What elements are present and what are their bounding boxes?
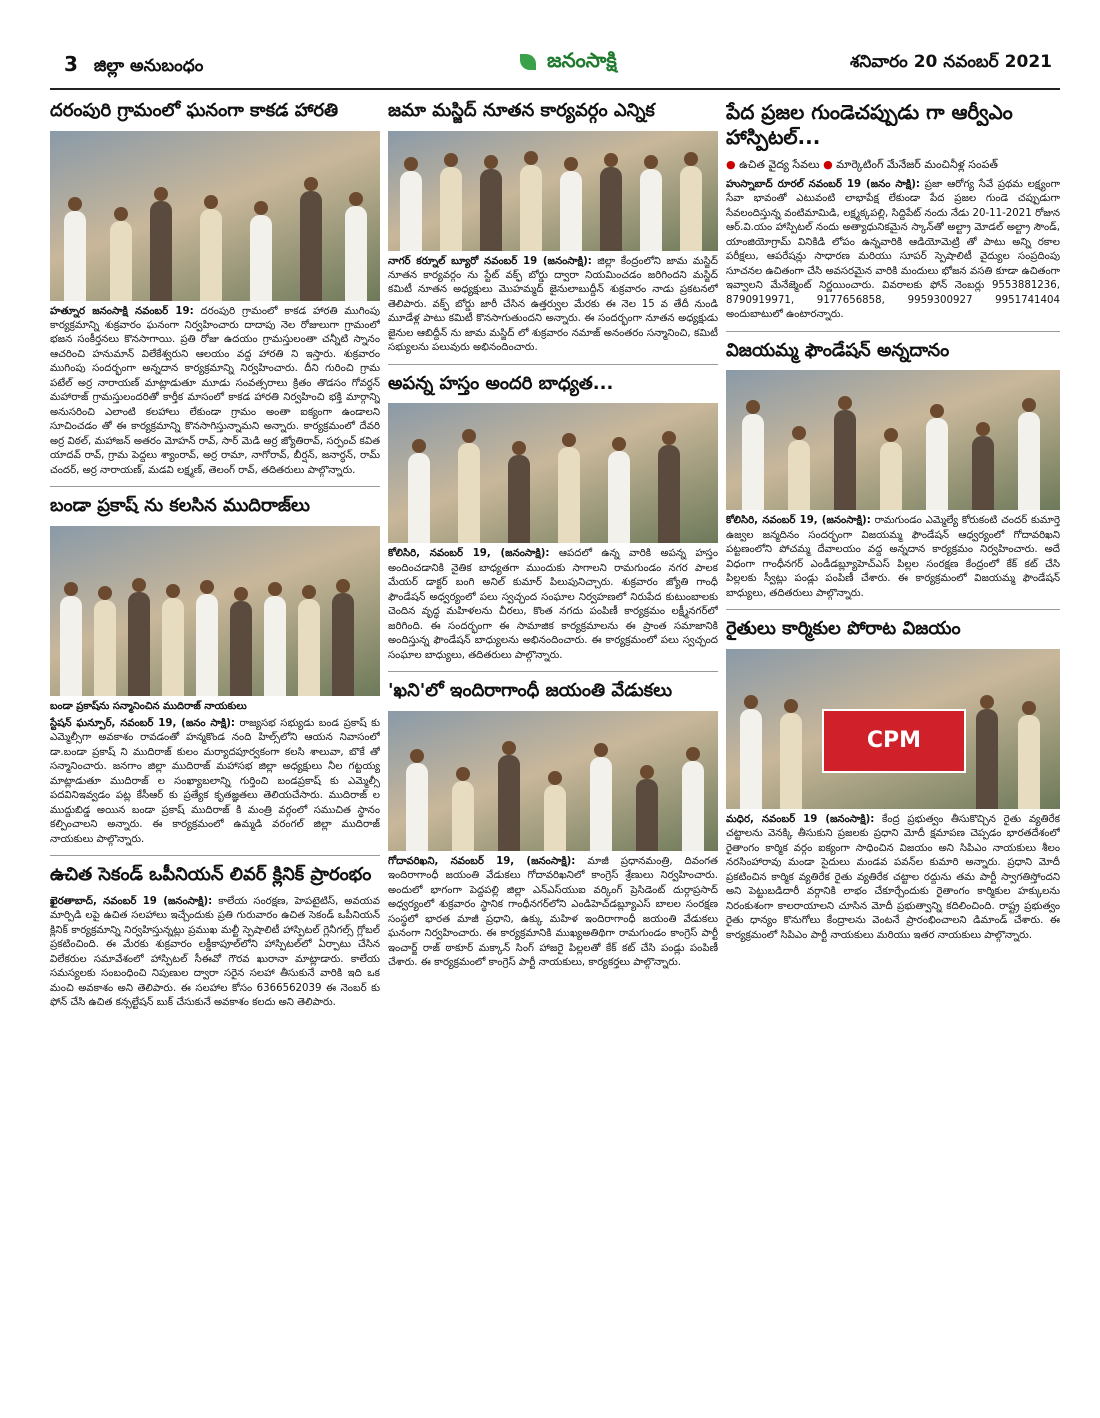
divider [726, 609, 1060, 610]
masthead-left [64, 52, 203, 80]
divider [726, 331, 1060, 332]
article-body [388, 547, 718, 663]
article-body [726, 514, 1060, 601]
article-text: జిల్లా కేంద్రంలోని జామ మస్జిద్ నూతన కార్యవర్గం ను స్టేట్ వక్ఫ్ బోర్డు ద్వారా నియమించడం జరిగిందని మస్జిద్ కమిటీ నూతన అధ్యక్షులు మొహమ్మద్ జైనులాబుద్దీన్ శుక్రవారం నాడు ప్రకటనలో తెలిపారు. వక్ఫ్ బోర్డు జారీ చేసిన ఉత్తర్వుల మేరకు ఈ నెల 15 వ తేదీ నుండి మూడేళ్ల పాటు కమిటీ కొనసాగుతుందని అన్నారు. ఈ సందర్భంగా నూతన అధ్యక్షుడు జైనుల ఆబిద్దీన్ ను జామ మస్జిద్ లో శుక్రవారం నమాజ్ అనంతరం సన్మానించి, కమిటీ సభ్యులను పలువురు అభినందించారు. [388, 255, 718, 354]
headline-vijayamma-foundation: విజయమ్మ ఫౌండేషన్ అన్నదానం [726, 339, 950, 361]
article-text: కాలేయ సంరక్షణ, హెపటైటిస్, అవయవ మార్పిడి లపై ఉచిత సలహాలు ఇచ్చేందుకు ప్రతి గురువారం ఉచిత సెకండ్ ఒపీనియన్ క్లినిక్ కార్యక్రమాన్ని నిర్వహిస్తున్నట్లు ప్రముఖ మల్టీ స్పెషాలిటీ హాస్పిటల్ గ్లెనీగల్స్ గ్లోబల్ ప్రకటించింది. ఈ మేరకు శుక్రవారం లక్డీకాపూల్‌లోని హాస్పిటల్‌లో ఏర్పాటు చేసిన విలేకరుల సమావేశంలో హాస్పిటల్ సీఈవో గౌరవ ఖురానా మాట్లాడారు. కాలేయ సమస్యలకు సంబంధించి నిపుణుల ద్వారా సరైన సలహా తీసుకునే వారికి ఇది ఒక మంచి అవకాశం అని తెలిపారు. ఈ సలహాల కోసం 6366562039 ఈ నెంబర్ కు ఫోన్ చేసి ఉచిత కన్సల్టేషన్ బుక్ చేసుకునే అవకాశం కలదు అని తెలిపారు. [50, 895, 380, 1009]
article-text: కేంద్ర ప్రభుత్వం తీసుకొచ్చిన రైతు వ్యతిరేక చట్టాలను వెనక్కి తీసుకుని ప్రజలకు ప్రధాని మోదీ క్షమాపణ చెప్పడం భారతదేశంలో రైతాంగం కార్మిక వర్గం ఐక్యంగా సాధించిన విజయం అని సిపిఎం నాయకులు శీలం నరసింహారావు మండా సైదులు మండవ పవన్‌ల కుమారి అన్నారు. ప్రధాని మోదీ ప్రకటించిన కార్మిక వ్యతిరేక రైతు వ్యతిరేక చట్టాల రద్దును తమ పార్టీ స్వాగతిస్తోందని అని పెట్టుబడిదారీ వర్గానికి లాభం చేకూర్చేందుకు రైతాంగం కార్మికుల హక్కులను నిరంకుశంగా కాలరాయాలని చూసిన మోదీ ప్రభుత్వాన్ని కదిలించింది. రాష్ట్ర ప్రభుత్వం రైతు ధాన్యం కొనుగోలు కేంద్రాలను వెంటనే ప్రారంభించాలని డిమాండ్ చేశారు. ఈ కార్యక్రమంలో సిపిఎం పార్టీ నాయకులు మరియు ఇతర నాయకులు పాల్గొన్నారు. [726, 813, 1060, 941]
dateline: హత్నూర జనంసాక్షి నవంబర్ 19: [50, 305, 194, 317]
article-text: ఆపదలో ఉన్న వారికి అపన్న హస్తం అందించడానికి నైతిక బాధ్యతగా ముందుకు సాగాలని రామగుండం నగర పాలక మేయర్ డాక్టర్ బంగి అనిల్ కుమార్ పిలుపునిచ్చారు. శుక్రవారం జ్యోతి గాంధీ ఫౌండేషన్ అధ్వర్యంలో పలు స్వచ్ఛంద సంఘాల నిర్వహణలో నిరుపేద కుటుంబాలకు చెందిన వృద్ధ మహిళలను చీరలు, కొంత నగదు పంపిణీ కార్యక్రమం లక్ష్మీనగర్‌లో జరిగింది. ఈ సందర్భంగా ఈ సామాజిక కార్యక్రమాలను ఈ ప్రాంత సమాజానికి అందిస్తున్న ఫౌండేషన్ బాధ్యులను అభినందించారు. ఈ కార్యక్రమంలో పలు స్వచ్ఛంద సంఘాల బాధ్యులు, తదితరులు పాల్గొన్నారు. [388, 548, 718, 661]
headline-kakada-harathi: దరంపురి గ్రామంలో ఘనంగా కాకడ హారతి [50, 100, 339, 121]
subheadline [726, 158, 1060, 174]
column-2 [388, 96, 718, 1406]
headline-rvm-hospital: పేద ప్రజల గుండెచప్పుడు గా ఆర్వీఎం హాస్పిటల్... [726, 100, 1013, 149]
photo-annadanam [726, 370, 1060, 510]
article-text: మాజీ ప్రధానమంత్రి, దివంగత ఇందిరాగాంధీ జయంతి వేడుకలు గోదావరిఖనిలో కాంగ్రెస్ శ్రేణులు నిర్వహించారు. అందులో భాగంగా పెద్దపల్లి జిల్లా ఎన్ఎస్‌యుఐ వర్కింగ్ ప్రెసిడెంట్ దుర్గాప్రసాద్ అధ్వర్యంలో శుక్రవారం స్థానిక గాంధీనగర్‌లోని ఎండిహెచ్‌డబ్ల్యూఎస్ బాలల సంరక్షణ సంస్థలో భారత మాజీ ప్రధాని, ఉక్కు మహిళ ఇందిరాగాంధీ జయంతి వేడుకలు ఘనంగా నిర్వహించారు. ఈ కార్యక్రమానికి ముఖ్యఅతిథిగా రామగుండం కాంగ్రెస్ పార్టీ ఇంచార్జ్ రాజ్ ఠాకూర్ మక్కాన్ సింగ్ హాజరై పిల్లలతో కేక్ కట్ చేసి పండ్లు పంపిణీ చేశారు. ఈ కార్యక్రమంలో కాంగ్రెస్ పార్టీ నాయకులు, కార్యకర్తలు పాల్గొన్నారు. [388, 855, 718, 969]
brand-name: జనంసాక్షి [546, 48, 617, 72]
bullet-icon: ● [726, 158, 736, 171]
article-body [726, 813, 1060, 943]
photo-masjid-committee [388, 131, 718, 251]
column-3 [726, 96, 1060, 1406]
photo-saree-distribution [388, 403, 718, 543]
headline-apanna-hastham: అపన్న హస్తం అందరి బాధ్యత... [388, 372, 614, 394]
masthead [50, 44, 1060, 90]
dateline: మధిర, నవంబర్ 19 (జనంసాక్షి): [726, 813, 875, 825]
article-body [50, 717, 380, 847]
dateline: కోలిసిరి, నవంబర్ 19, (జనంసాక్షి): [388, 548, 550, 560]
bullet-icon: ● [823, 158, 833, 171]
subheadline-1: ఉచిత వైద్య సేవలు [739, 158, 820, 171]
article-body [50, 305, 380, 479]
photo-mudiraj-leaders [50, 526, 380, 696]
article-text: దరంపురి గ్రామంలో కాకడ హారతి ముగింపు కార్యక్రమాన్ని శుక్రవారం ఘనంగా నిర్వహించారు దాదాపు నెల రోజులుగా గ్రామంలో భజన సంకీర్తనలు కొనసాగాయి. ప్రతి రోజు ఉదయం గ్రామస్తులంతా చన్నీటి స్నానం ఆచరించి హనుమాన్ విలేకేశ్వరుని ఆలయం వద్ద హారతి ని ఇస్తారు. శుక్రవారం ముగింపు సందర్భంగా అన్నదాన కార్యక్రమాన్ని నిర్వహించారు. దీని గురించి గ్రామ పటేల్ అర్ర నారాయణ్ మాట్లాడుతూ మూడు సంవత్సరాలు క్రితం తొడసం గోవర్ధన్ మహారాజ్ గ్రామస్తులందరితో కార్తీక మాసంలో కాకడ హారతి నిర్వహించి భక్తి మార్గాన్ని అనుసరించి ఎలాంటి కలహాలు లేకుండా గ్రామం అంతా ఐక్యంగా ఉండాలని సూచించడం తో ఈ కార్యక్రమాన్ని కొనసాగిస్తున్నామని అన్నారు. కార్యక్రమంలో దేవరి అర్ర విఠల్, మహాజన్ అతరం మోహన్ రావ్, సార్ మెడి అర్ర జ్యోతిరావ్, సర్పంచ్ కవిత యాదవ్ రావ్, గ్రామ పెద్దలు శ్యాంరావ్, అర్ర రామా, నాగోరావ్, బీర్షన్, జనార్ధన్, రామ్ చందర్, అర్ర నారాయణ్, మడవి లక్ష్మణ్, తెలంగ్ రావ్, తదితరులు పాల్గొన్నారు. [50, 305, 380, 476]
photo-caption: బండా ప్రకాష్‌ను సన్మానించిన ముదిరాజ్ నాయకులు [50, 700, 247, 712]
article-text: ప్రజా ఆరోగ్య సేవే ప్రథమ లక్ష్యంగా సేవా భావంతో ఎటువంటి లాభాపేక్ష లేకుండా పేద ప్రజల గుండె చప్పుడుగా సేవలందిస్తున్న వంటిమామిడి, లక్ష్మక్కపల్లి, సిద్దిపేట్ నందు నేడు 20-11-2021 రోజున ఆర్.వి.యం హాస్పిటల్ నందు అత్యాధునికమైన స్కాన్‌తో అల్ట్రా మోడల్ అల్ట్రా సౌండ్, యాంజియోగ్రామ్ వినికిడి లోపం ఉన్నవారికి ఆడియోమెట్రి తో పాటు అన్ని రకాల పరీక్షలు, ఆపరేషన్లు సాధారణ మరియు సూపర్ స్పెషాలిటీ వైద్యుల సంప్రదింపు సూచనల ఉచితంగా చేసి అవసరమైన వారికి మందులు భోజన వసతి కూడా ఉచితంగా ఇవ్వాలని మేనేజ్మెంట్ నిర్ణయించారు. వివరాలకు ఫోన్ నెంబర్లు 9553881236, 8790919971, 9177656858, 9959300927 9951741404 అందుబాటులో ఉంటారన్నారు. [726, 179, 1060, 321]
article-body [726, 178, 1060, 323]
article-text: రాజ్యసభ సభ్యుడు బండ ప్రకాష్ కు ఎమ్మెల్సీగా అవకాశం రావడంతో హన్మకొండ నంది హిల్స్‌లోని ఆయన నివాసంలో డా.బండా ప్రకాష్ ని ముదిరాజ్ కులం మర్యాదపూర్వకంగా కలసి శాలువా, బొకే తో సన్మానించారు. జనగాం జిల్లా ముదిరాజ్ మహాసభ జిల్లా అధ్యక్షులు నీల గట్టయ్య మాట్లాడుతూ ముదిరాజ్ ల సంఖ్యాబలాన్ని గుర్తించి బండప్రకాష్ కు ఎమ్మెల్సీ పదవినిఇవ్వడం పట్ల కేసీఆర్ కు ప్రత్యేక కృతజ్ఞతలు తెలియచేసారు. ముదిరాజ్ ల ముద్దుబిడ్డ అయిన బండా ప్రకాష్ ముదిరాజ్ కి మంత్రి వర్గంలో సముచిత స్థానం కల్పించాలని అన్నారు. ఈ కార్యక్రమంలో ఉమ్మడి వరంగల్ జిల్లా ముదిరాజ్ నాయకులు పాల్గొన్నారు. [50, 717, 380, 845]
dateline: హుస్నాబాద్ రూరల్ నవంబర్ 19 (జనం సాక్షి): [726, 179, 920, 190]
divider [388, 364, 718, 365]
headline-indira-jayanthi: 'ఖని'లో ఇందిరాగాంధీ జయంతి వేడుకలు [388, 680, 673, 702]
dateline: కోలిసిరి, నవంబర్ 19, (జనంసాక్షి): [726, 515, 871, 527]
headline-banda-prakash: బండా ప్రకాష్ ను కలసిన ముదిరాజ్‌లు [50, 495, 311, 517]
article-text: రామగుండం ఎమ్మెల్యే కోరుకంటి చందర్ కుమార్తె ఉజ్వల జన్మదినం సందర్భంగా విజయమ్మ ఫౌండేషన్ ఆధ్వర్యంలో గోదావరిఖని పట్టణంలోని పోచమ్మ దేవాలయం వద్ద అన్నదాన కార్యక్రమం నిర్వహించారు. అదే విధంగా గాంధీనగర్ ఎండీడబ్ల్యూహెచ్‌ఎస్ పిల్లల సంరక్షణ కేంద్రంలో కేక్ కట్ చేసి పిల్లలకు స్వీట్లు పండ్లు పంపిణీ చేశారు. ఈ కార్యక్రమంలో విజయమ్మ ఫౌండేషన్ బాధ్యులు, తదితరులు పాల్గొన్నారు. [726, 515, 1060, 599]
photo-indira-celebration [388, 711, 718, 851]
issue-date: శనివారం 20 నవంబర్ 2021 [850, 52, 1052, 72]
cpm-banner [822, 709, 966, 773]
brand-logo [520, 48, 617, 77]
section-title: జిల్లా అనుబంధం [93, 56, 204, 76]
dateline: గోదావరిఖని, నవంబర్ 19, (జనంసాక్షి): [388, 855, 576, 867]
dateline: ఖైరతాబాద్, నవంబర్ 19 (జనంసాక్షి): [50, 895, 213, 907]
banner-text: CPM [866, 727, 922, 753]
leaf-icon [520, 54, 536, 70]
subheadline-2: మార్కెటింగ్ మేనేజర్ మంచినీళ్ల సంపత్ [836, 158, 998, 171]
article-body [50, 895, 380, 1011]
article-body [388, 855, 718, 971]
divider [388, 671, 718, 672]
headline-jama-masjid: జమా మస్జిద్ నూతన కార్యవర్గం ఎన్నిక [388, 100, 655, 121]
divider [50, 855, 380, 856]
headline-liver-clinic: ఉచిత సెకండ్ ఒపీనియన్ లివర్ క్లినిక్ ప్రారంభం [50, 864, 372, 886]
photo-harathi-procession [50, 131, 380, 301]
dateline: స్టేషన్ ఘన్పూర్, నవంబర్ 19, (జనం సాక్షి): [50, 717, 235, 729]
column-1 [50, 96, 380, 1406]
dateline: నాగర్ కర్నూల్ బ్యూరో నవంబర్ 19 (జనంసాక్షి): [388, 255, 592, 267]
article-body [388, 255, 718, 356]
headline-farmers-victory: రైతులు కార్మికుల పోరాట విజయం [726, 618, 961, 640]
photo-cpm-protest [726, 649, 1060, 809]
divider [50, 486, 380, 487]
page-number: 3 [64, 52, 78, 76]
